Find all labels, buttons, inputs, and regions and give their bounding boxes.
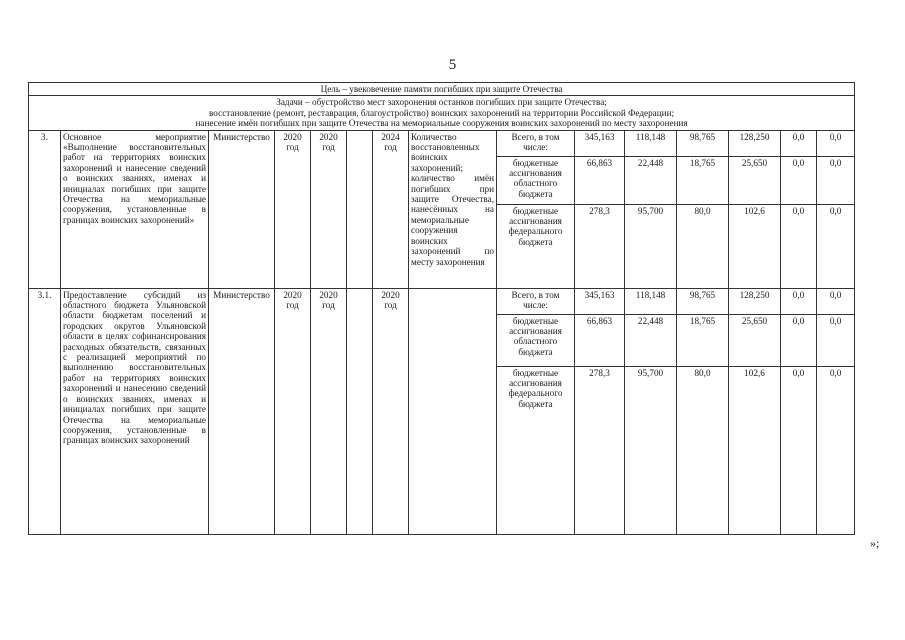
finance-year-1: 95,700 (625, 204, 677, 288)
activity-name: Предоставление субсидий из областного бюджета Ульяновской области бюджетам поселений и городских округов Ульяновской области в целях софинансирования расходных обязательств, связанных с реализацией мероприятий по выполнению восстановительных работ на территориях воинских захоронений и нанесению сведений о воинских званиях, именах и инициалах погибших при защите Отечества на мемориальные сооружения, установленные в границах воинских захоронений (61, 288, 209, 534)
finance-total: 278,3 (575, 204, 625, 288)
task-line: нанесение имён погибших при защите Отечества на мемориальные сооружения воинских захоронений по месту захоронения (195, 118, 688, 129)
finance-year-3: 25,650 (729, 156, 781, 204)
task-line: Задачи – обустройство мест захоронения останков погибших при защите Отечества; (276, 97, 607, 108)
finance-year-2: 98,765 (677, 288, 729, 314)
task-line: восстановление (ремонт, реставрация, благоустройство) воинских захоронений на территории Российской Федерации; (209, 107, 675, 118)
tasks-cell (29, 96, 855, 130)
finance-source: бюджетные ассигнования областного бюджета (497, 314, 575, 366)
finance-total: 66,863 (575, 314, 625, 366)
finance-year-3: 102,6 (729, 204, 781, 288)
finance-year-4: 0,0 (781, 156, 817, 204)
table-row (29, 130, 855, 156)
finance-year-2: 80,0 (677, 366, 729, 534)
row-number: 3. (29, 130, 61, 288)
end-year: 2020 год (311, 288, 347, 534)
goal-row (29, 83, 855, 96)
finance-year-5: 0,0 (817, 366, 855, 534)
finance-year-4: 0,0 (781, 288, 817, 314)
finance-year-5: 0,0 (817, 156, 855, 204)
activity-name: Основное мероприятие «Выполнение восстановительных работ на территориях воинских захоронений и нанесение сведений о воинских званиях, именах и инициалах погибших при защите Отечества на мемориальные сооружения, установленные в границах воинских захоронений» (61, 130, 209, 288)
finance-source: бюджетные ассигнования федерального бюджета (497, 366, 575, 534)
empty-cell (347, 288, 373, 534)
finance-year-3: 128,250 (729, 288, 781, 314)
finance-year-3: 128,250 (729, 130, 781, 156)
executor: Министерство (209, 288, 275, 534)
closing-quote-mark: »; (870, 536, 880, 550)
finance-year-5: 0,0 (817, 314, 855, 366)
finance-source: Всего, в том числе: (497, 288, 575, 314)
finance-source: бюджетные ассигнования федерального бюджета (497, 204, 575, 288)
goal-text: Цель – увековечение памяти погибших при защите Отечества (29, 83, 855, 96)
finance-source: бюджетные ассигнования областного бюджета (497, 156, 575, 204)
executor: Министерство (209, 130, 275, 288)
finance-year-3: 25,650 (729, 314, 781, 366)
finance-total: 66,863 (575, 156, 625, 204)
finance-year-4: 0,0 (781, 366, 817, 534)
row-number: 3.1. (29, 288, 61, 534)
finance-year-5: 0,0 (817, 130, 855, 156)
finance-year-1: 22,448 (625, 314, 677, 366)
finance-year-2: 80,0 (677, 204, 729, 288)
program-table (28, 82, 855, 535)
indicator-year: 2024 год (373, 130, 409, 288)
start-year: 2020 год (275, 288, 311, 534)
finance-year-1: 118,148 (625, 288, 677, 314)
finance-year-5: 0,0 (817, 204, 855, 288)
finance-total: 345,163 (575, 288, 625, 314)
finance-year-4: 0,0 (781, 314, 817, 366)
start-year: 2020 год (275, 130, 311, 288)
finance-year-1: 22,448 (625, 156, 677, 204)
finance-year-1: 95,700 (625, 366, 677, 534)
finance-source: Всего, в том числе: (497, 130, 575, 156)
tasks-row (29, 96, 855, 130)
page-number: 5 (448, 57, 457, 73)
table-row (29, 288, 855, 314)
finance-year-2: 98,765 (677, 130, 729, 156)
indicator-year: 2020 год (373, 288, 409, 534)
indicator-text: Количество восстановленных воинских захоронений; количество имён погибших при защите Отечества, нанесённых на мемориальные сооружения воинских захоронений по месту захоронения (409, 130, 497, 288)
finance-year-5: 0,0 (817, 288, 855, 314)
finance-year-1: 118,148 (625, 130, 677, 156)
end-year: 2020 год (311, 130, 347, 288)
finance-total: 345,163 (575, 130, 625, 156)
finance-total: 278,3 (575, 366, 625, 534)
finance-year-4: 0,0 (781, 130, 817, 156)
empty-cell (347, 130, 373, 288)
finance-year-2: 18,765 (677, 314, 729, 366)
finance-year-3: 102,6 (729, 366, 781, 534)
finance-year-4: 0,0 (781, 204, 817, 288)
finance-year-2: 18,765 (677, 156, 729, 204)
indicator-text (409, 288, 497, 534)
